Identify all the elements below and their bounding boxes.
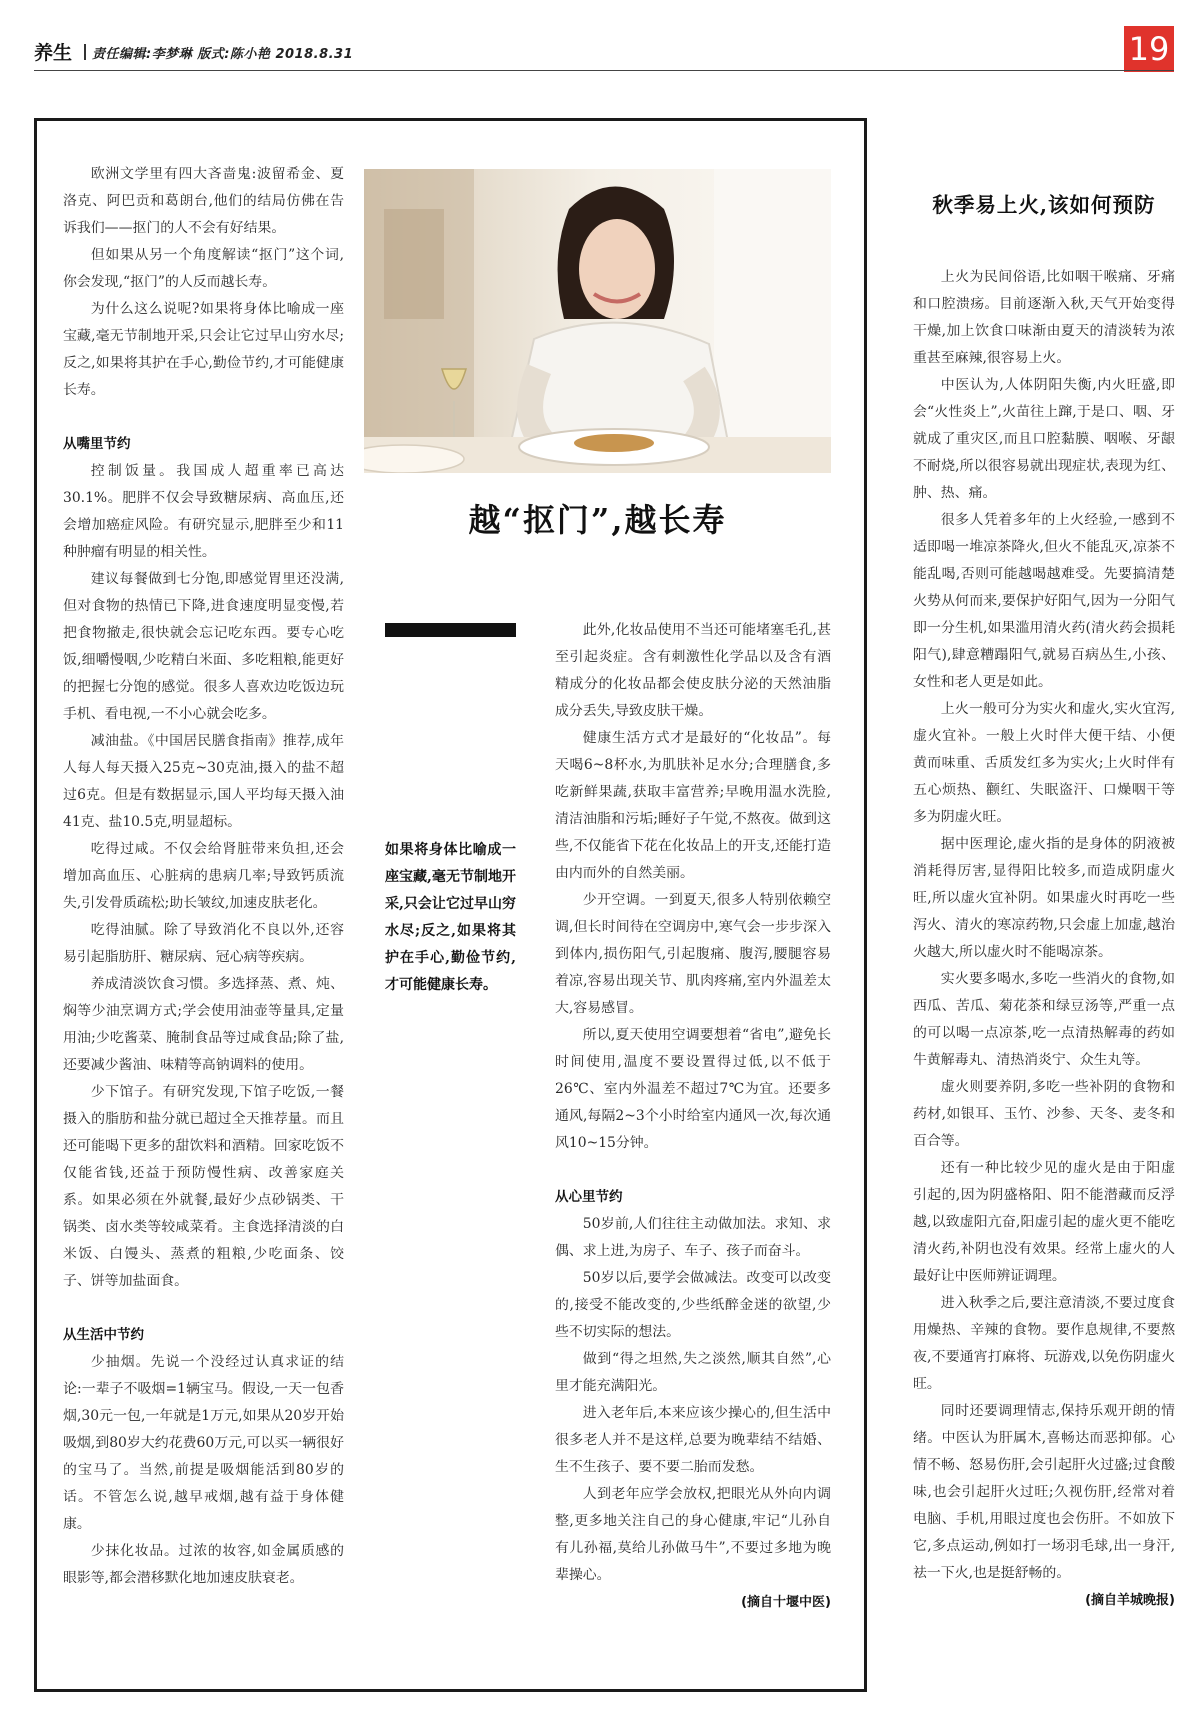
paragraph: 吃得油腻。除了导致消化不良以外,还容易引起脂肪肝、糖尿病、冠心病等疾病。 [63, 922, 344, 965]
paragraph: 少抽烟。先说一个没经过认真求证的结论:一辈子不吸烟=1辆宝马。假设,一天一包香烟,30元一包,一年就是1万元,如果从20岁开始吸烟,到80岁大约花费60万元,可以买一辆很好的宝马了。当然,前提是吸烟能活到80岁的话。不管怎么说,越早戒烟,越有益于身体健康。 [63, 1354, 344, 1532]
paragraph: 欧洲文学里有四大吝啬鬼:波留希金、夏洛克、阿巴贡和葛朗台,他们的结局仿佛在告诉我们——抠门的人不会有好结果。 [63, 166, 344, 236]
paragraph: 上火一般可分为实火和虚火,实火宜泻,虚火宜补。一般上火时伴大便干结、小便黄而味重、舌质发红多为实火;上火时伴有五心烦热、颧红、失眠盗汗、口燥咽干等多为阴虚火旺。 [913, 701, 1175, 825]
paragraph: 还有一种比较少见的虚火是由于阳虚引起的,因为阴盛格阳、阳不能潜藏而反浮越,以致虚阳亢奋,阳虚引起的虚火更不能吃清火药,补阴也没有效果。经常上虚火的人最好让中医师辨证调理。 [913, 1160, 1175, 1284]
pull-quote: 如果将身体比喻成一座宝藏,毫无节制地开采,只会让它过早山穷水尽;反之,如果将其护在手心,勤俭节约,才可能健康长寿。 [385, 842, 516, 993]
paragraph: 进入秋季之后,要注意清淡,不要过度食用燥热、辛辣的食物。要作息规律,不要熬夜,不要通宵打麻将、玩游戏,以免伤阴虚火旺。 [913, 1295, 1175, 1392]
article-title: 越“抠门”,越长寿 [468, 501, 727, 539]
paragraph: 少开空调。一到夏天,很多人特别依赖空调,但长时间待在空调房中,寒气会一步步深入到体内,损伤阳气,引起腹痛、腹泻,腰腿容易着凉,容易出现关节、肌肉疼痛,室内外温差太大,容易感冒。 [555, 892, 831, 1016]
article-source: (摘自十堰中医) [741, 1595, 831, 1610]
paragraph: 据中医理论,虚火指的是身体的阴液被消耗得厉害,显得阳比较多,而造成阴虚火旺,所以虚火宜补阴。如果虚火时再吃一些泻火、清火的寒凉药物,只会虚上加虚,越治火越大,所以虚火时不能喝凉茶。 [913, 836, 1175, 960]
paragraph: 为什么这么说呢?如果将身体比喻成一座宝藏,毫无节制地开采,只会让它过早山穷水尽;反之,如果将其护在手心,勤俭节约,才可能健康长寿。 [63, 301, 344, 398]
main-article-frame [34, 118, 867, 1692]
paragraph: 进入老年后,本来应该少操心的,但生活中很多老人并不是这样,总要为晚辈结不结婚、生不生孩子、要不要二胎而发愁。 [555, 1405, 831, 1475]
paragraph: 此外,化妆品使用不当还可能堵塞毛孔,甚至引起炎症。含有刺激性化学品以及含有酒精成分的化妆品都会使皮肤分泌的天然油脂成分丢失,导致皮肤干燥。 [555, 622, 831, 719]
sidebar-title: 秋季易上火,该如何预防 [932, 193, 1156, 217]
sidebar-article [913, 188, 1175, 1614]
paragraph: 健康生活方式才是最好的“化妆品”。每天喝6~8杯水,为肌肤补足水分;合理膳食,多吃新鲜果蔬,获取丰富营养;早晚用温水洗脸,清洁油脂和污垢;睡好子午觉,不熬夜。做到这些,不仅能省下花在化妆品上的开支,还能打造由内而外的自然美丽。 [555, 730, 831, 881]
article-column-left [63, 161, 344, 1592]
paragraph: 减油盐。《中国居民膳食指南》推荐,成年人每人每天摄入25克~30克油,摄入的盐不超过6克。但是有数据显示,国人平均每天摄入油41克、盐10.5克,明显超标。 [63, 733, 344, 830]
article-photo [364, 169, 831, 473]
woman-dining-illustration [364, 169, 831, 473]
paragraph: 同时还要调理情志,保持乐观开朗的情绪。中医认为肝属木,喜畅达而恶抑郁。心情不畅、怒易伤肝,会引起肝火过盛;过食酸味,也会引起肝火过旺;久视伤肝,经常对着电脑、手机,用眼过度也会伤肝。不如放下它,多点运动,例如打一场羽毛球,出一身汗,祛一下火,也是挺舒畅的。 [913, 1403, 1175, 1581]
pull-quote-bar [385, 623, 516, 637]
paragraph: 但如果从另一个角度解读“抠门”这个词,你会发现,“抠门”的人反而越长寿。 [63, 247, 344, 290]
paragraph: 控制饭量。我国成人超重率已高达30.1%。肥胖不仅会导致糖尿病、高血压,还会增加癌症风险。有研究显示,肥胖至少和11种肿瘤有明显的相关性。 [63, 463, 344, 560]
sidebar-source: (摘自羊城晚报) [1085, 1593, 1175, 1608]
article-column-right [555, 617, 831, 1616]
section-heading: 从生活中节约 [63, 1327, 144, 1343]
paragraph: 人到老年应学会放权,把眼光从外向内调整,更多地关注自己的身心健康,牢记“儿孙自有儿孙福,莫给儿孙做马牛”,不要过多地为晚辈操心。 [555, 1486, 831, 1583]
editor-credits: 责任编辑:李梦琳 版式:陈小艳 2018.8.31 [92, 47, 354, 62]
paragraph: 所以,夏天使用空调要想着“省电”,避免长时间使用,温度不要设置得过低,以不低于26℃、室内外温差不超过7℃为宜。还要多通风,每隔2~3个小时给室内通风一次,每次通风10~15分钟。 [555, 1027, 831, 1151]
paragraph: 少下馆子。有研究发现,下馆子吃饭,一餐摄入的脂肪和盐分就已超过全天推荐量。而且还可能喝下更多的甜饮料和酒精。回家吃饭不仅能省钱,还益于预防慢性病、改善家庭关系。如果必须在外就餐,最好少点砂锅类、干锅类、卤水类等较咸菜肴。主食选择清淡的白米饭、白馒头、蒸煮的粗粮,少吃面条、饺子、饼等加盐面食。 [63, 1084, 344, 1289]
header-rule [34, 70, 1174, 71]
header-divider [84, 44, 86, 60]
paragraph: 中医认为,人体阴阳失衡,内火旺盛,即会“火性炎上”,火苗往上蹿,于是口、咽、牙就成了重灾区,而且口腔黏膜、咽喉、牙龈不耐烧,所以很容易就出现症状,表现为红、肿、热、痛。 [913, 377, 1175, 501]
paragraph: 养成清淡饮食习惯。多选择蒸、煮、炖、焖等少油烹调方式;学会使用油壶等量具,定量用油;少吃酱菜、腌制食品等过咸食品;除了盐,还要减少酱油、味精等高钠调料的使用。 [63, 976, 344, 1073]
paragraph: 虚火则要养阴,多吃一些补阴的食物和药材,如银耳、玉竹、沙参、天冬、麦冬和百合等。 [913, 1079, 1175, 1149]
paragraph: 很多人凭着多年的上火经验,一感到不适即喝一堆凉茶降火,但火不能乱灭,凉茶不能乱喝,否则可能越喝越难受。先要搞清楚火势从何而来,要保护好阳气,因为一分阳气即一分生机,如果滥用清火药(清火药会损耗阳气),肆意糟蹋阳气,就易百病丛生,小孩、女性和老人更是如此。 [913, 512, 1175, 690]
paragraph: 少抹化妆品。过浓的妆容,如金属质感的眼影等,都会潜移默化地加速皮肤衰老。 [63, 1543, 344, 1586]
page-number: 19 [1124, 26, 1174, 72]
paragraph: 实火要多喝水,多吃一些消火的食物,如西瓜、苦瓜、菊花茶和绿豆汤等,严重一点的可以喝一点凉茶,吃一点清热解毒的药如牛黄解毒丸、清热消炎宁、众生丸等。 [913, 971, 1175, 1068]
paragraph: 建议每餐做到七分饱,即感觉胃里还没满,但对食物的热情已下降,进食速度明显变慢,若把食物撤走,很快就会忘记吃东西。要专心吃饭,细嚼慢咽,少吃精白米面、多吃粗粮,能更好的把握七分饱的感觉。很多人喜欢边吃饭边玩手机、看电视,一不小心就会吃多。 [63, 571, 344, 722]
section-name: 养生 [34, 42, 73, 64]
section-heading: 从心里节约 [555, 1189, 623, 1205]
paragraph: 吃得过咸。不仅会给肾脏带来负担,还会增加高血压、心脏病的患病几率;导致钙质流失,引发骨质疏松;助长皱纹,加速皮肤老化。 [63, 841, 344, 911]
paragraph: 50岁前,人们往往主动做加法。求知、求偶、求上进,为房子、车子、孩子而奋斗。 [555, 1216, 831, 1259]
paragraph: 做到“得之坦然,失之淡然,顺其自然”,心里才能充满阳光。 [555, 1351, 831, 1394]
paragraph: 50岁以后,要学会做减法。改变可以改变的,接受不能改变的,少些纸醉金迷的欲望,少些不切实际的想法。 [555, 1270, 831, 1340]
section-heading: 从嘴里节约 [63, 436, 131, 452]
paragraph: 上火为民间俗语,比如咽干喉痛、牙痛和口腔溃疡。目前逐渐入秋,天气开始变得干燥,加上饮食口味渐由夏天的清淡转为浓重甚至麻辣,很容易上火。 [913, 269, 1175, 366]
